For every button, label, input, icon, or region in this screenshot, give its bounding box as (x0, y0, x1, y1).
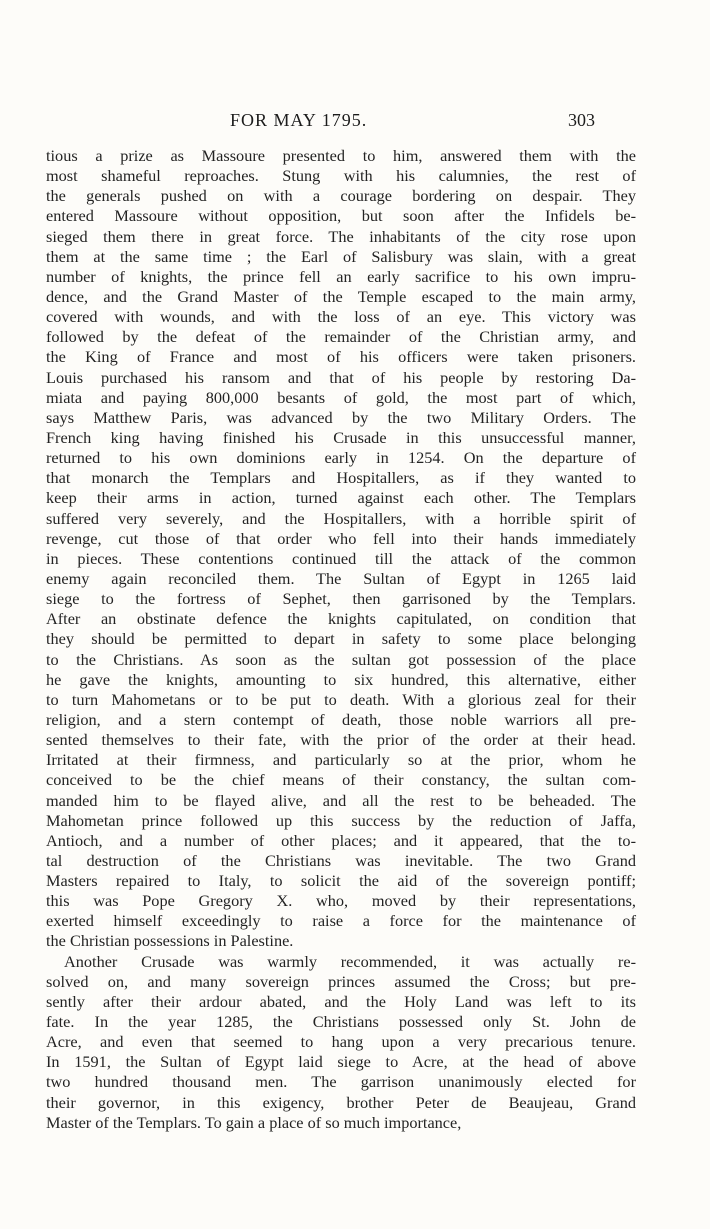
text-line: in pieces. These contentions continued till the attack of the common (46, 548, 636, 568)
paragraph (46, 952, 636, 1133)
paragraph (46, 146, 636, 952)
text-line: sently after their ardour abated, and the Holy Land was left to its (46, 991, 636, 1011)
page-number: 303 (568, 110, 595, 130)
text-line: Antioch, and a number of other places; and it appeared, that the to- (46, 830, 636, 850)
text-line: Louis purchased his ransom and that of his people by restoring Da- (46, 367, 636, 387)
text-line: Masters repaired to Italy, to solicit the aid of the sovereign pontiff; (46, 871, 636, 891)
text-line: siege to the fortress of Sephet, then garrisoned by the Templars. (46, 589, 636, 609)
text-line: number of knights, the prince fell an early sacrifice to his own impru- (46, 266, 636, 286)
text-line: Irritated at their firmness, and particularly so at the prior, whom he (46, 750, 636, 770)
text-line: sieged them there in great force. The inhabitants of the city rose upon (46, 226, 636, 246)
text-line: the Christian possessions in Palestine. (46, 931, 294, 951)
body-text (46, 146, 636, 1133)
text-line: tal destruction of the Christians was inevitable. The two Grand (46, 850, 636, 870)
text-line: Another Crusade was warmly recommended, it was actually re- (64, 951, 636, 971)
text-line: he gave the knights, amounting to six hundred, this alternative, either (46, 669, 636, 689)
text-line: two hundred thousand men. The garrison unanimously elected for (46, 1072, 636, 1092)
text-line: keep their arms in action, turned against each other. The Templars (46, 488, 636, 508)
text-line: covered with wounds, and with the loss of an eye. This victory was (46, 307, 636, 327)
text-line: tious a prize as Massoure presented to him, answered them with the (46, 146, 636, 165)
text-line: exerted himself exceedingly to raise a force for the maintenance of (46, 911, 636, 931)
text-line: them at the same time ; the Earl of Salisbury was slain, with a great (46, 246, 636, 266)
text-line: says Matthew Paris, was advanced by the two Military Orders. The (46, 407, 636, 427)
text-line: fate. In the year 1285, the Christians possessed only St. John de (46, 1012, 636, 1032)
text-line: that monarch the Templars and Hospitallers, as if they wanted to (46, 468, 636, 488)
text-line: returned to his own dominions early in 1254. On the departure of (46, 448, 636, 468)
text-line: their governor, in this exigency, brother Peter de Beaujeau, Grand (46, 1092, 636, 1112)
text-line: entered Massoure without opposition, but soon after the Infidels be- (46, 206, 636, 226)
text-line: solved on, and many sovereign princes assumed the Cross; but pre- (46, 971, 636, 991)
text-line: to the Christians. As soon as the sultan got possession of the place (46, 649, 636, 669)
text-line: the generals pushed on with a courage bordering on despair. They (46, 186, 636, 206)
text-line: dence, and the Grand Master of the Temple escaped to the main army, (46, 286, 636, 306)
running-head (0, 110, 710, 136)
text-line: suffered very severely, and the Hospitallers, with a horrible spirit of (46, 508, 636, 528)
text-line: to turn Mahometans or to be put to death. With a glorious zeal for their (46, 689, 636, 709)
text-line: the King of France and most of his officers were taken prisoners. (46, 347, 636, 367)
text-line: they should be permitted to depart in safety to some place belonging (46, 629, 636, 649)
text-line: In 1591, the Sultan of Egypt laid siege to Acre, at the head of above (46, 1052, 636, 1072)
running-title: FOR MAY 1795. (230, 110, 368, 130)
text-line: followed by the defeat of the remainder of the Christian army, and (46, 327, 636, 347)
text-line: sented themselves to their fate, with the prior of the order at their head. (46, 730, 636, 750)
text-line: conceived to be the chief means of their constancy, the sultan com- (46, 770, 636, 790)
text-line: miata and paying 800,000 besants of gold, the most part of which, (46, 387, 636, 407)
text-line: manded him to be flayed alive, and all the rest to be beheaded. The (46, 790, 636, 810)
text-line: Acre, and even that seemed to hang upon a very precarious tenure. (46, 1032, 636, 1052)
text-line: religion, and a stern contempt of death, those noble warriors all pre- (46, 709, 636, 729)
text-line: revenge, cut those of that order who fell into their hands immediately (46, 528, 636, 548)
text-line: most shameful reproaches. Stung with his calumnies, the rest of (46, 166, 636, 186)
text-line: Mahometan prince followed up this success by the reduction of Jaffa, (46, 810, 636, 830)
text-line: enemy again reconciled them. The Sultan of Egypt in 1265 laid (46, 568, 636, 588)
text-line: After an obstinate defence the knights capitulated, on condition that (46, 609, 636, 629)
text-line: Master of the Templars. To gain a place of so much importance, (46, 1112, 462, 1132)
text-line: French king having finished his Crusade in this unsuccessful manner, (46, 427, 636, 447)
text-line: this was Pope Gregory X. who, moved by their representations, (46, 891, 636, 911)
